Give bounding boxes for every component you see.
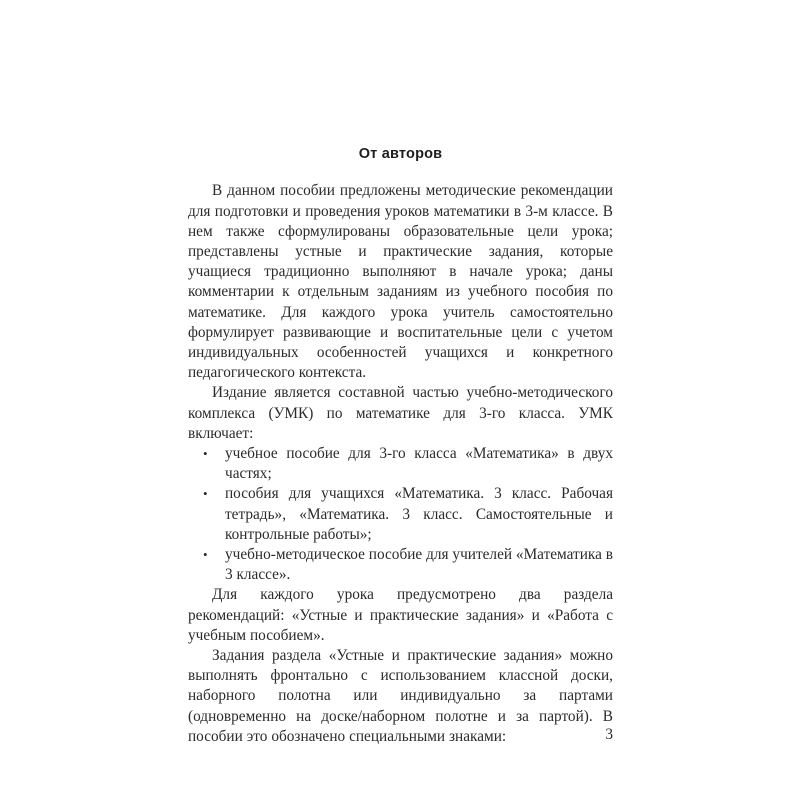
list-item [200,444,613,484]
list-item-label: пособия для учащихся «Математика. 3 класс. Рабочая тетрадь», «Математика. 3 класс. Самостоятельные и контрольные работы»; [225,485,613,543]
paragraph-intro: В данном пособии предложены методические рекомендации для подготовки и проведения уроков математики в 3-м классе. В нем также сформулированы образовательные цели урока; представлены устные и практические задания, которые учащиеся традиционно выполняют в начале урока; даны комментарии к отдельным заданиям из учебного пособия по математике. Для каждого урока учитель самостоятельно формулирует развивающие и воспитательные цели с учетом индивидуальных особенностей учащихся и конкретного педагогического контекста. [188,182,613,382]
bullet-icon: • [203,486,208,502]
paragraph-sections: Для каждого урока предусмотрено два раздела рекомендаций: «Устные и практические задания» и «Работа с учебным пособием». [188,586,613,644]
bullet-icon: • [203,446,208,462]
list-item-label: учебное пособие для 3-го класса «Математика» в двух частях; [225,445,613,483]
bullet-icon: • [203,547,208,563]
text-column [188,146,613,747]
paragraph-tasks: Задания раздела «Устные и практические задания» можно выполнять фронтально с использованием классной доски, наборного полотна или индивидуально за партами (одновременно на доске/наборном полотне и за партой). В пособии это обозначено специальными знаками: [188,647,613,745]
umk-components-list [188,444,613,585]
list-item [200,545,613,585]
paragraph-umk-intro: Издание является составной частью учебно-методического комплекса (УМК) по математике для 3-го класса. УМК включает: [188,384,613,442]
page-title: От авторов [358,146,443,162]
page-number: 3 [605,726,613,743]
list-item [200,484,613,545]
list-item-label: учебно-методическое пособие для учителей «Математика в 3 классе». [225,546,613,584]
